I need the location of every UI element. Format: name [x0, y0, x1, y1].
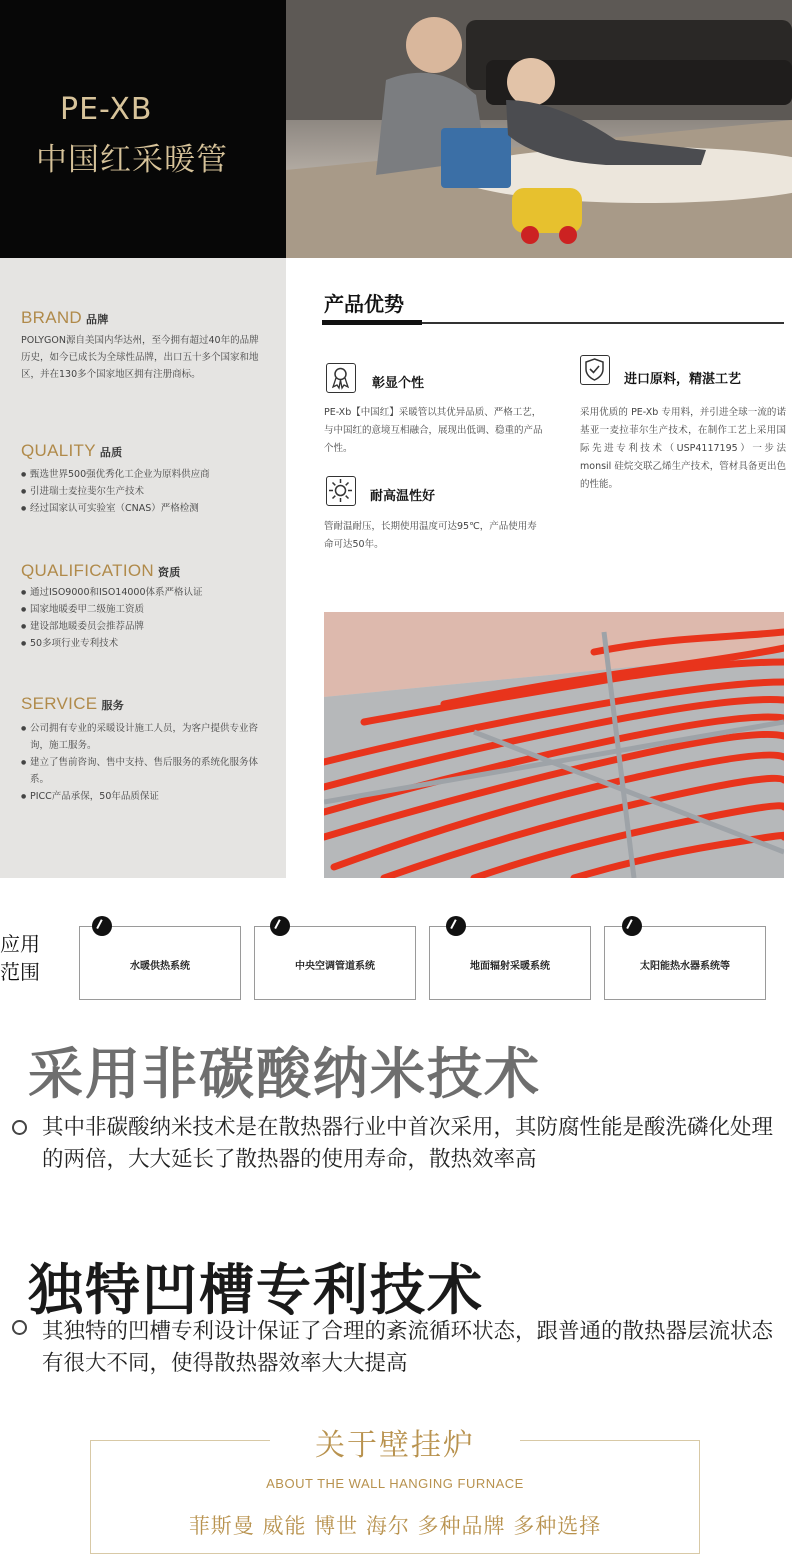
family-floor-photo [286, 0, 792, 258]
service-list [21, 720, 271, 805]
hero-title-block [0, 0, 286, 258]
floor-heating-photo [324, 612, 784, 878]
hero-banner [0, 0, 792, 258]
feature-name: 耐高温性好 [370, 489, 436, 504]
advantages-title: 产品优势 [324, 292, 404, 316]
qualification-heading: QUALIFICATION 资质 [21, 561, 181, 580]
feature-desc: 采用优质的 PE-Xb 专用料，并引进全球一流的诺基亚一麦拉菲尔生产技术，在制作工艺上采用国际先进专利技术（USP4117195）一步法 monsil 硅烷交联乙烯生产技术，管材具备更出色的性能。 [580, 407, 786, 490]
quality-heading: QUALITY 品质 [21, 441, 123, 460]
brand-heading: BRAND 品牌 [21, 308, 109, 327]
bullet-circle-icon [12, 1320, 27, 1335]
sun-icon [326, 476, 356, 506]
about-brands: 菲斯曼 威能 博世 海尔 多种品牌 多种选择 [188, 1514, 602, 1538]
heat-icon [446, 916, 466, 936]
hero-title-product: 中国红采暖管 [36, 142, 228, 178]
application-item: 地面辐射采暖系统 [429, 926, 591, 1000]
shield-icon [580, 355, 610, 385]
service-heading: SERVICE 服务 [21, 694, 125, 713]
qualification-list [21, 584, 271, 652]
list-item: ● 国家地暖委甲二级施工资质 [21, 601, 271, 618]
list-item: ● 甄选世界500强优秀化工企业为原料供应商 [21, 466, 271, 483]
application-item: 中央空调管道系统 [254, 926, 416, 1000]
feature-desc: 管耐温耐压，长期使用温度可达95℃，产品使用寿命可达50年。 [324, 521, 537, 550]
list-item: ● 经过国家认可实验室（CNAS）严格检测 [21, 500, 271, 517]
about-title: 关于壁挂炉 [270, 1420, 520, 1460]
feature-desc: PE-Xb【中国红】采暖管以其优异品质、严格工艺，与中国红的意境互相融合，展现出低调、稳重的产品个性。 [324, 407, 543, 454]
tech2-headline: 独特凹槽专利技术 [28, 1258, 485, 1322]
divider-accent [322, 320, 422, 325]
tech1-headline: 采用非碳酸纳米技术 [28, 1042, 542, 1106]
bullet-circle-icon [12, 1120, 27, 1135]
list-item: ● PICC产品承保，50年品质保证 [21, 788, 271, 805]
list-item: ● 建立了售前咨询、售中支持、售后服务的系统化服务体系。 [21, 754, 271, 788]
list-item: ● 引进瑞士麦拉斐尔生产技术 [21, 483, 271, 500]
application-item: 水暖供热系统 [79, 926, 241, 1000]
solar-icon [622, 916, 642, 936]
list-item: ● 通过ISO9000和ISO14000体系严格认证 [21, 584, 271, 601]
list-item: ● 建设部地暖委员会推荐品牌 [21, 618, 271, 635]
brand-text: POLYGON源自美国内华达州，至今拥有超过40年的品牌历史，如今已成长为全球性品牌，出口五十多个国家和地区，并在130多个国家地区拥有注册商标。 [21, 335, 259, 380]
quality-list [21, 466, 271, 517]
tech2-text: 其独特的凹槽专利设计保证了合理的紊流循环状态，跟普通的散热器层流状态有很大不同，使得散热器效率大大提高 [42, 1319, 774, 1376]
application-label: 应用 范围 [0, 932, 40, 984]
tech1-text: 其中非碳酸纳米技术是在散热器行业中首次采用，其防腐性能是酸洗磷化处理的两倍，大大延长了散热器的使用寿命，散热效率高 [42, 1115, 774, 1172]
ribbon-icon [326, 363, 356, 393]
hero-title-model: PE-XB [60, 92, 153, 127]
pipe-icon [92, 916, 112, 936]
about-subtitle: ABOUT THE WALL HANGING FURNACE [266, 1476, 524, 1491]
wrench-icon [270, 916, 290, 936]
feature-name: 进口原料，精湛工艺 [624, 372, 742, 387]
list-item: ● 50多项行业专利技术 [21, 635, 271, 652]
feature-name: 彰显个性 [372, 376, 425, 391]
application-item: 太阳能热水器系统等 [604, 926, 766, 1000]
list-item: ● 公司拥有专业的采暖设计施工人员，为客户提供专业咨询，施工服务。 [21, 720, 271, 754]
